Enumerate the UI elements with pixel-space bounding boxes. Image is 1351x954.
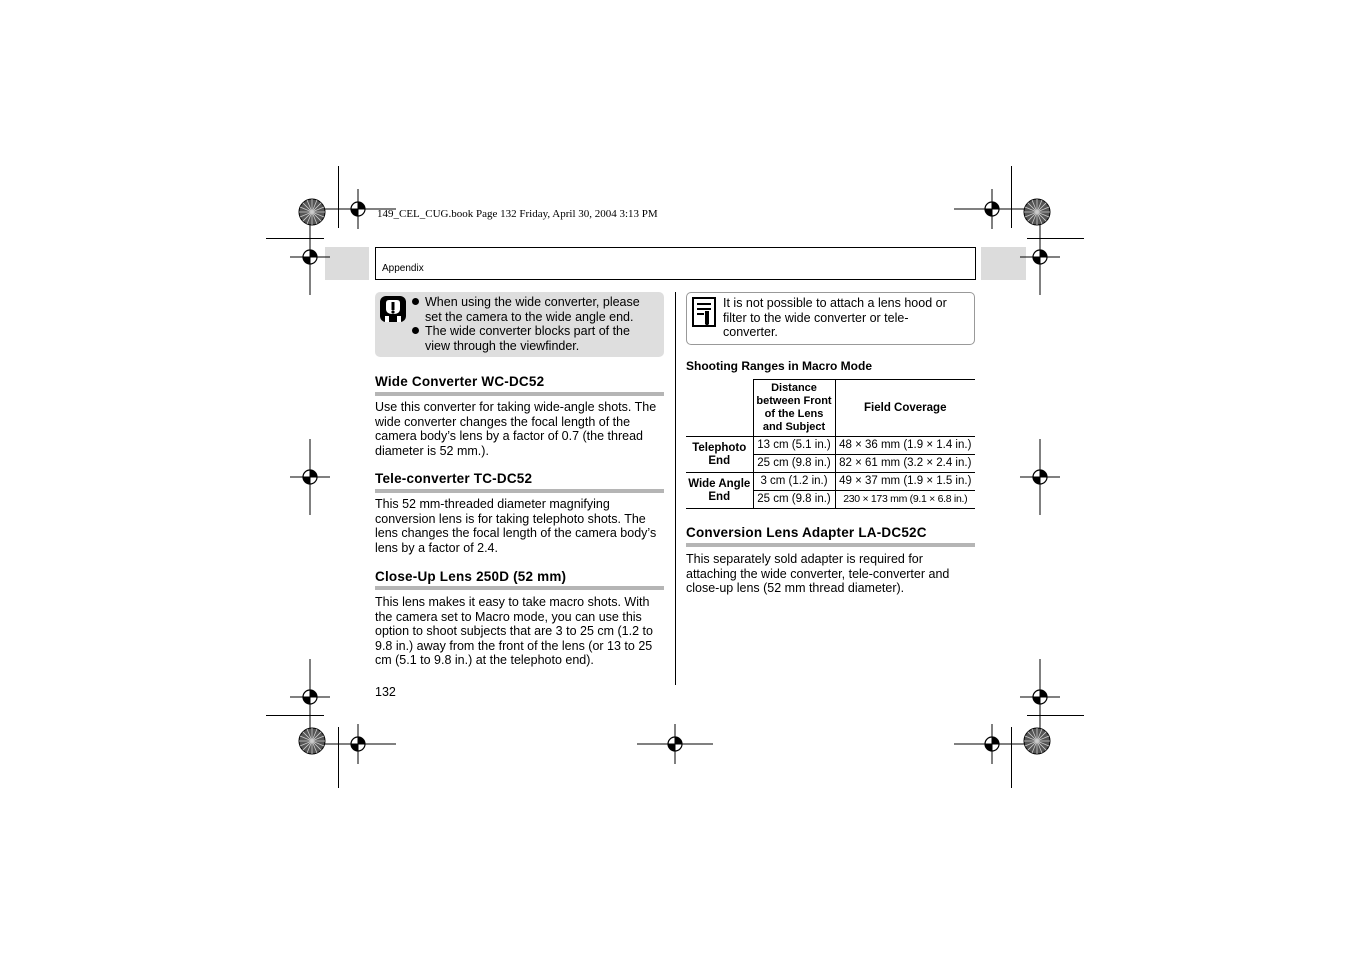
section-label: Appendix — [382, 263, 424, 274]
table-header-distance: Distance between Front of the Lens and Subject — [753, 380, 835, 437]
column-divider — [675, 292, 676, 685]
memo-icon — [692, 297, 716, 327]
note-text: It is not possible to attach a lens hood or filter to the wide converter or tele-converter. — [723, 296, 947, 340]
section-rule — [686, 543, 975, 547]
coverage-cell: 230 × 173 mm (9.1 × 6.8 in.) — [835, 491, 975, 509]
coverage-cell: 48 × 36 mm (1.9 × 1.4 in.) — [835, 437, 975, 455]
row-group-wide-angle: Wide Angle End — [686, 473, 753, 509]
section-body-conversion-adapter: This separately sold adapter is required for attaching the wide converter, tele-converter and close-up lens (52 mm thread diameter). — [686, 552, 950, 596]
table-header-empty — [686, 380, 753, 437]
caution-item: The wide converter blocks part of the view through the viewfinder. — [425, 324, 657, 353]
coverage-cell: 82 × 61 mm (3.2 × 2.4 in.) — [835, 455, 975, 473]
note-box — [686, 292, 975, 345]
section-rule — [375, 392, 664, 396]
table-title: Shooting Ranges in Macro Mode — [686, 359, 873, 373]
bullet-icon — [412, 298, 419, 305]
row-group-telephoto: Telephoto End — [686, 437, 753, 473]
coverage-cell: 49 × 37 mm (1.9 × 1.5 in.) — [835, 473, 975, 491]
distance-cell: 25 cm (9.8 in.) — [753, 491, 835, 509]
page-number: 132 — [375, 685, 396, 699]
caution-box — [375, 292, 664, 357]
table-row — [686, 437, 975, 455]
table-header-coverage: Field Coverage — [835, 380, 975, 437]
distance-cell: 3 cm (1.2 in.) — [753, 473, 835, 491]
section-body-tele-converter: This 52 mm-threaded diameter magnifying conversion lens is for taking telephoto shots. The lens changes the focal length of the camera body’s lens by a factor of 2.4. — [375, 497, 657, 555]
distance-cell: 25 cm (9.8 in.) — [753, 455, 835, 473]
table-row — [686, 473, 975, 491]
macro-ranges-table — [686, 379, 975, 509]
section-title-close-up-lens: Close-Up Lens 250D (52 mm) — [375, 569, 567, 584]
section-body-wide-converter: Use this converter for taking wide-angle shots. The wide converter changes the focal length of the camera body’s lens by a factor of 0.7 (the thread diameter is 52 mm.). — [375, 400, 657, 458]
section-body-close-up-lens: This lens makes it easy to take macro shots. With the camera set to Macro mode, you can use this option to shoot subjects that are 3 to 25 cm (1.2 to 9.8 in.) away from the front of the lens (or 13 to 25 cm (5.1 to 9.8 in.) at the telephoto end). — [375, 595, 653, 668]
caution-item: When using the wide converter, please set the camera to the wide angle end. — [425, 295, 657, 324]
caution-icon — [380, 296, 406, 322]
section-title-conversion-adapter: Conversion Lens Adapter LA-DC52C — [686, 525, 927, 540]
table-header-row — [686, 380, 975, 437]
section-rule — [375, 489, 664, 493]
caution-list — [425, 295, 657, 353]
distance-cell: 13 cm (5.1 in.) — [753, 437, 835, 455]
running-header — [375, 247, 976, 280]
print-info: 149_CEL_CUG.book Page 132 Friday, April 30, 2004 3:13 PM — [377, 208, 658, 220]
section-title-wide-converter: Wide Converter WC-DC52 — [375, 374, 545, 389]
section-title-tele-converter: Tele-converter TC-DC52 — [375, 471, 533, 486]
bullet-icon — [412, 327, 419, 334]
section-rule — [375, 586, 664, 590]
